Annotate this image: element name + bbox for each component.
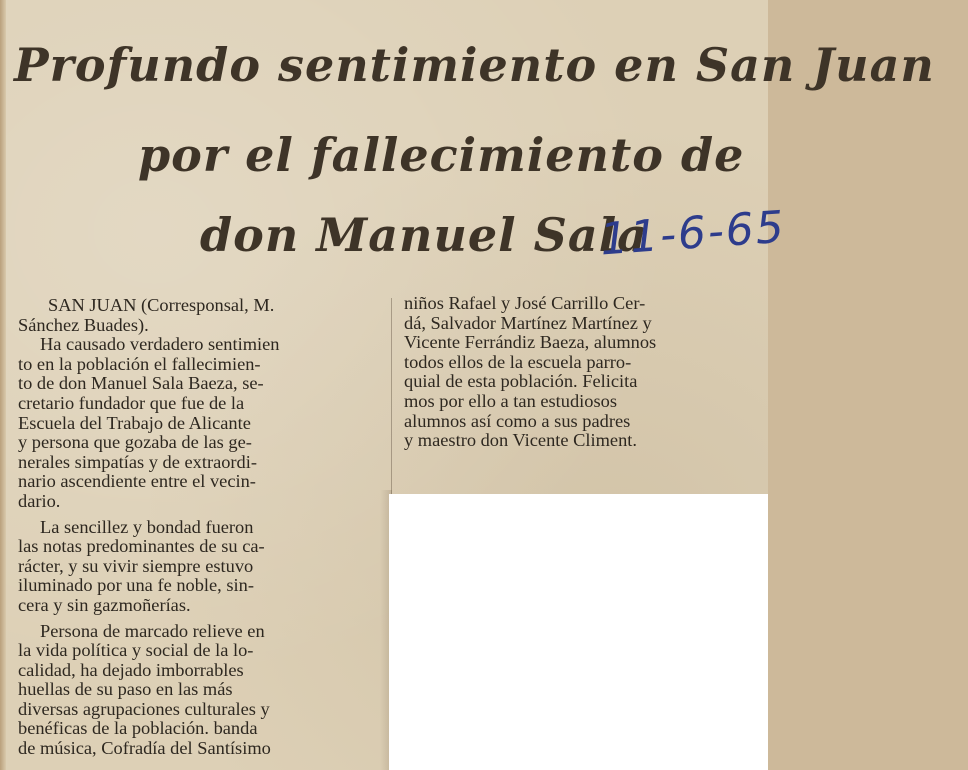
- article-line: La sencillez y bondad fueron: [40, 516, 254, 537]
- blank-background: [389, 494, 768, 770]
- clipping-edge: [0, 0, 6, 770]
- article-line: Ha causado verdadero sentimien: [40, 334, 280, 355]
- article-line: huellas de su paso en las más: [18, 679, 233, 700]
- article-line: Sánchez Buades).: [18, 314, 149, 335]
- article-line: todos ellos de la escuela parro-: [404, 351, 632, 372]
- article-line: calidad, ha dejado imborrables: [18, 659, 244, 680]
- article-line: cretario fundador que fue de la: [18, 392, 245, 413]
- article-line: SAN JUAN (Corresponsal, M.: [48, 295, 275, 315]
- article-line: Vicente Ferrándiz Baeza, alumnos: [404, 332, 657, 353]
- article-line: mos por ello a tan estudiosos: [404, 390, 618, 411]
- column-divider: [391, 298, 392, 498]
- article-line: dá, Salvador Martínez Martínez y: [404, 312, 652, 333]
- article-line: Escuela del Trabajo de Alicante: [18, 412, 251, 433]
- article-line: y maestro don Vicente Climent.: [404, 430, 637, 451]
- article-column-right: [404, 294, 768, 451]
- article-line: rácter, y su vivir siempre estuvo: [18, 555, 254, 576]
- article-line: alumnos así como a sus padres: [404, 410, 631, 431]
- handwritten-date: 11-6-65: [598, 201, 788, 266]
- article-line: y persona que gozaba de las ge-: [18, 432, 252, 453]
- headline-line-2: por el fallecimiento de: [138, 128, 745, 182]
- article-line: iluminado por una fe noble, sin-: [18, 575, 254, 596]
- article-line: diversas agrupaciones culturales y: [18, 698, 270, 719]
- article-line: cera y sin gazmoñerías.: [18, 594, 191, 615]
- article-line: dario.: [18, 490, 61, 511]
- article-line: to en la población el fallecimien-: [18, 353, 261, 374]
- article-line: nario ascendiente entre el vecin-: [18, 471, 256, 492]
- article-line: nerales simpatías y de extraordi-: [18, 451, 257, 472]
- article-line: to de don Manuel Sala Baeza, se-: [18, 373, 264, 394]
- headline-line-3: don Manuel Sala: [200, 208, 648, 262]
- article-line: de música, Cofradía del Santísimo: [18, 738, 271, 759]
- article-column-left: [18, 296, 380, 759]
- article-line: benéficas de la población. banda: [18, 718, 258, 739]
- article-line: la vida política y social de la lo-: [18, 640, 254, 661]
- article-line: Persona de marcado relieve en: [40, 620, 265, 641]
- headline-line-1: Profundo sentimiento en San Juan: [14, 38, 935, 92]
- article-line: quial de esta población. Felicita: [404, 371, 638, 392]
- article-line: las notas predominantes de su ca-: [18, 536, 265, 557]
- article-line: niños Rafael y José Carrillo Cer-: [404, 293, 646, 313]
